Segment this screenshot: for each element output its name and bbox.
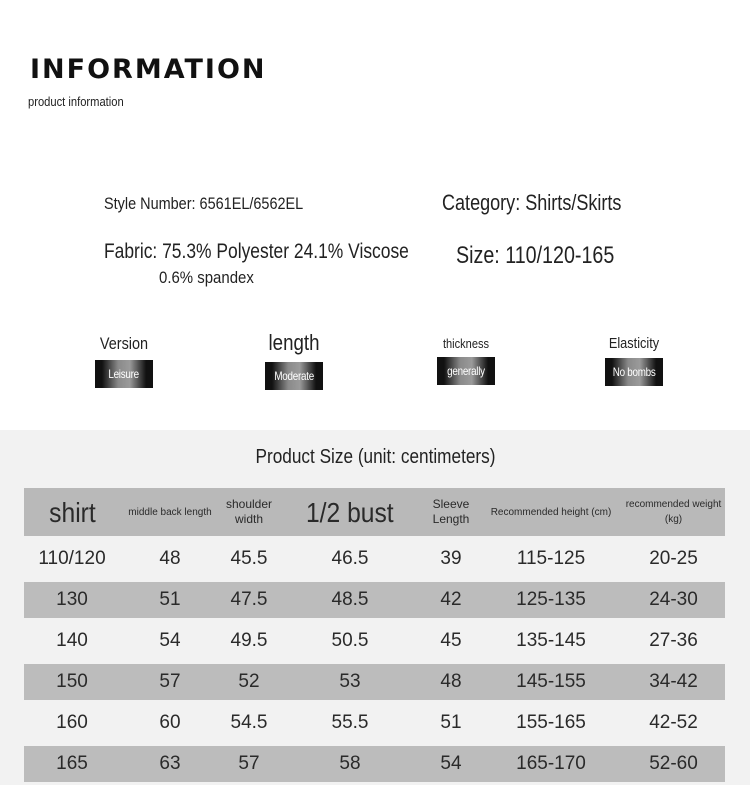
table-cell: 20-25	[649, 548, 698, 569]
table-cell: 50.5	[331, 630, 369, 651]
attribute-label: Elasticity	[608, 335, 660, 352]
attribute-label: Version	[99, 334, 149, 353]
table-cell: 165-170	[516, 753, 586, 774]
attribute-tag: Leisure	[95, 360, 153, 388]
table-cell: 48.5	[331, 589, 369, 610]
column-header: shoulder width	[225, 497, 273, 526]
page-subtitle: product information	[28, 94, 124, 109]
table-cell: 54	[159, 630, 181, 651]
table-cell: 140	[56, 630, 88, 651]
attribute-label: length	[268, 330, 320, 355]
table-cell: 57	[238, 753, 260, 774]
table-row	[24, 536, 725, 582]
table-row	[24, 746, 725, 782]
table-cell: 45.5	[230, 548, 268, 569]
column-header: 1/2 bust	[306, 496, 394, 528]
table-cell: 51	[440, 712, 462, 733]
table-cell: 125-135	[516, 589, 586, 610]
style-number: Style Number: 6561EL/6562EL	[104, 194, 304, 213]
table-cell: 51	[159, 589, 181, 610]
table-cell: 52	[238, 671, 260, 692]
table-cell: 48	[159, 548, 181, 569]
attribute-version	[64, 334, 184, 393]
column-header: shirt	[48, 496, 96, 528]
table-cell: 52-60	[649, 753, 698, 774]
table-cell: 24-30	[649, 589, 698, 610]
table-cell: 63	[159, 753, 181, 774]
column-header: Recommended height (cm)	[490, 506, 612, 518]
attribute-tag: generally	[437, 357, 495, 385]
fabric: Fabric: 75.3% Polyester 24.1% Viscose	[104, 240, 409, 263]
table-cell: 46.5	[331, 548, 369, 569]
table-row	[24, 618, 725, 664]
table-row	[24, 700, 725, 746]
table-cell: 165	[56, 753, 88, 774]
attribute-length	[234, 330, 354, 395]
attribute-thickness	[406, 336, 526, 390]
column-header: middle back length	[128, 506, 212, 518]
attribute-elasticity	[574, 335, 694, 391]
size-table	[24, 488, 725, 782]
table-cell: 145-155	[516, 671, 586, 692]
page-title: INFORMATION	[30, 54, 267, 85]
attribute-tag: No bombs	[605, 358, 663, 386]
table-cell: 54.5	[230, 712, 268, 733]
fabric-continued: 0.6% spandex	[159, 268, 254, 287]
table-cell: 53	[339, 671, 361, 692]
table-cell: 135-145	[516, 630, 586, 651]
table-cell: 45	[440, 630, 462, 651]
column-header: recommended weight (kg)	[625, 499, 722, 525]
table-cell: 58	[339, 753, 361, 774]
table-cell: 160	[56, 712, 88, 733]
attribute-tag: Moderate	[265, 362, 323, 390]
attribute-label: thickness	[442, 336, 490, 351]
size-table-title: Product Size (unit: centimeters)	[255, 446, 495, 468]
table-cell: 57	[159, 671, 181, 692]
table-cell: 130	[56, 589, 88, 610]
table-cell: 39	[440, 548, 462, 569]
table-cell: 115-125	[516, 548, 586, 569]
table-cell: 34-42	[649, 671, 698, 692]
column-header: Sleeve Length	[432, 497, 470, 526]
table-header-row	[24, 488, 725, 536]
category: Category: Shirts/Skirts	[442, 190, 622, 215]
table-row	[24, 664, 725, 700]
table-cell: 48	[440, 671, 462, 692]
table-cell: 54	[440, 753, 462, 774]
table-cell: 47.5	[230, 589, 268, 610]
table-cell: 42	[440, 589, 462, 610]
size-range: Size: 110/120-165	[456, 242, 615, 269]
table-row	[24, 582, 725, 618]
table-cell: 150	[56, 671, 88, 692]
table-cell: 60	[159, 712, 181, 733]
table-cell: 49.5	[230, 630, 268, 651]
table-cell: 55.5	[331, 712, 369, 733]
table-cell: 27-36	[649, 630, 698, 651]
table-cell: 42-52	[649, 712, 698, 733]
table-cell: 155-165	[516, 712, 586, 733]
table-cell: 110/120	[38, 548, 106, 569]
